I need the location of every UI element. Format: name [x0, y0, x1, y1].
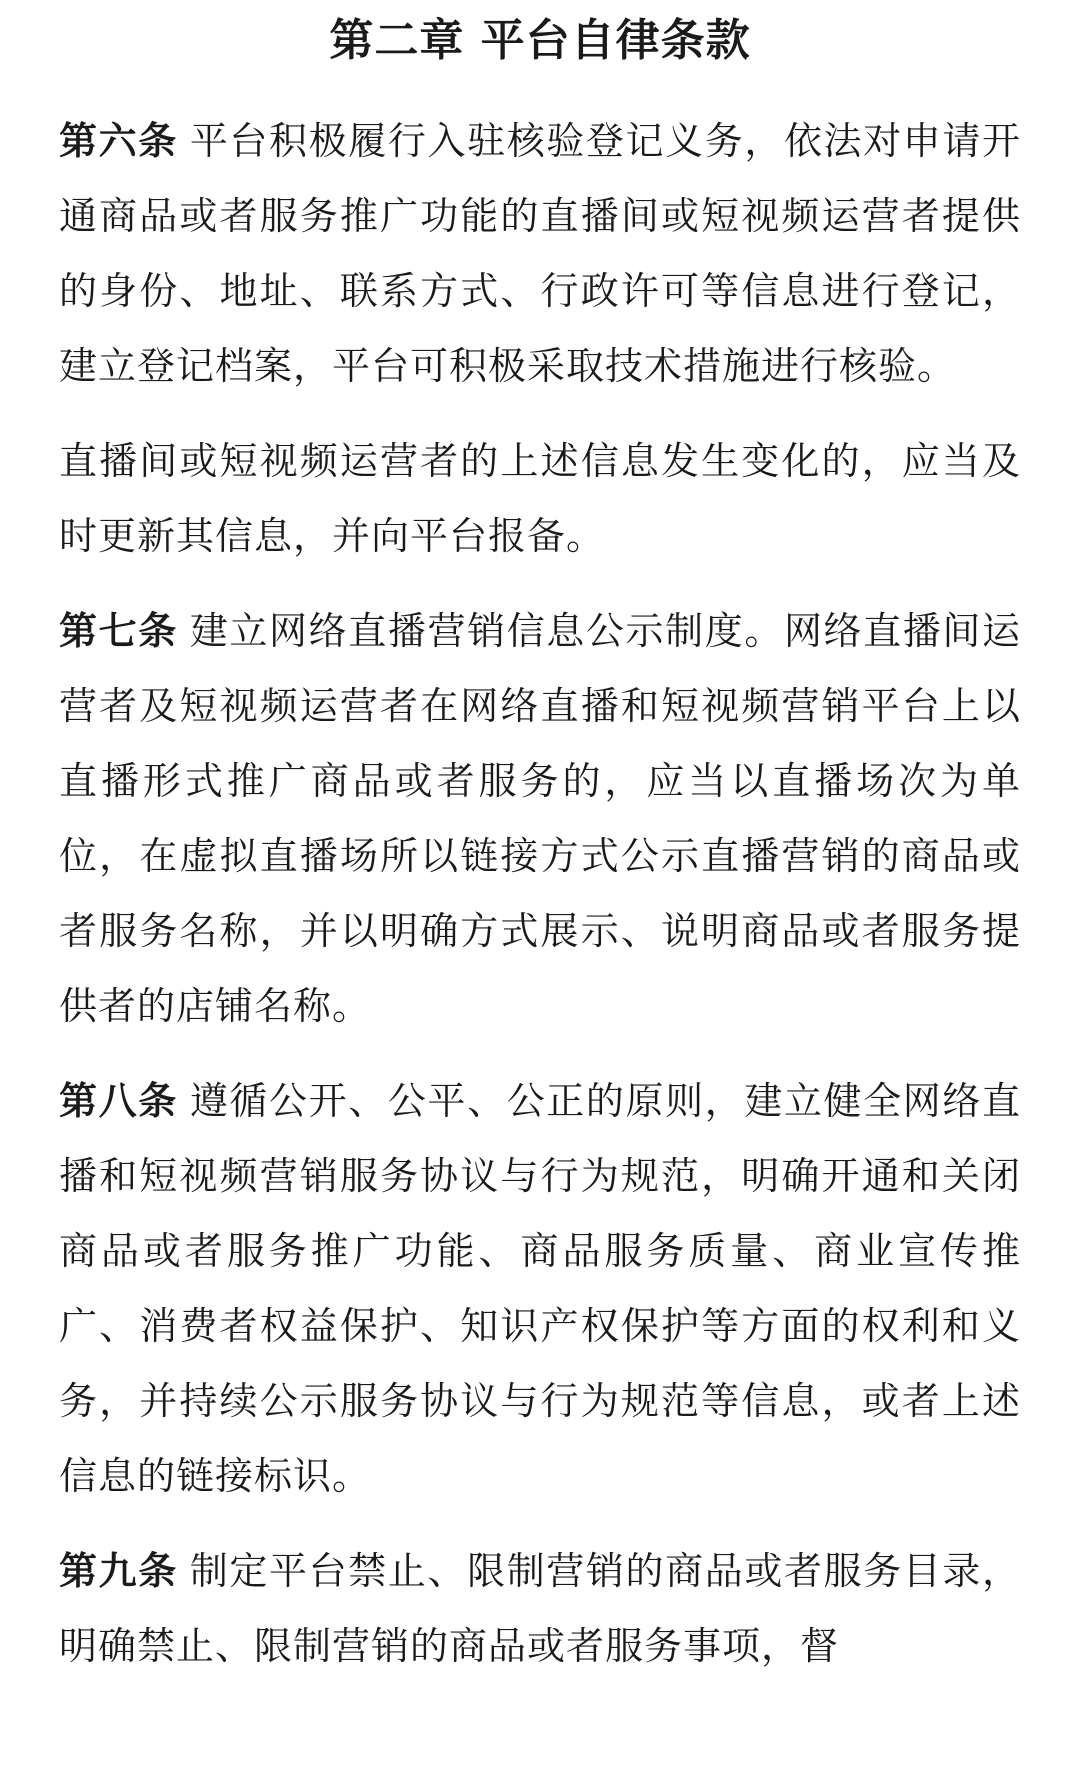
article-7-text: 建立网络直播营销信息公示制度。网络直播间运营者及短视频运营者在网络直播和短视频营销平台上以直播形式推广商品或者服务的，应当以直播场次为单位，在虚拟直播场所以链接方式公示直播营销的商品或者服务名称，并以明确方式展示、说明商品或者服务提供者的店铺名称。 — [59, 609, 1021, 1028]
article-6-text-2: 直播间或短视频运营者的上述信息发生变化的，应当及时更新其信息，并向平台报备。 — [59, 439, 1021, 558]
article-6-paragraph-1 — [59, 104, 1021, 404]
article-6-paragraph-2 — [59, 424, 1021, 574]
article-6-number: 第六条 — [59, 119, 178, 163]
article-8-paragraph — [59, 1064, 1021, 1514]
article-7-number: 第七条 — [59, 609, 178, 653]
document-page — [59, 0, 1021, 1684]
article-9-number: 第九条 — [59, 1549, 178, 1593]
article-7-paragraph — [59, 594, 1021, 1044]
article-6-text: 平台积极履行入驻核验登记义务，依法对申请开通商品或者服务推广功能的直播间或短视频运营者提供的身份、地址、联系方式、行政许可等信息进行登记，建立登记档案，平台可积极采取技术措施进行核验。 — [59, 119, 1021, 388]
article-9-text: 制定平台禁止、限制营销的商品或者服务目录，明确禁止、限制营销的商品或者服务事项，督 — [59, 1549, 1021, 1668]
chapter-title: 第二章 平台自律条款 — [329, 15, 751, 66]
article-8-text: 遵循公开、公平、公正的原则，建立健全网络直播和短视频营销服务协议与行为规范，明确开通和关闭商品或者服务推广功能、商品服务质量、商业宣传推广、消费者权益保护、知识产权保护等方面的权利和义务，并持续公示服务协议与行为规范等信息，或者上述信息的链接标识。 — [59, 1079, 1021, 1498]
article-9-paragraph — [59, 1534, 1021, 1684]
article-8-number: 第八条 — [59, 1079, 178, 1123]
